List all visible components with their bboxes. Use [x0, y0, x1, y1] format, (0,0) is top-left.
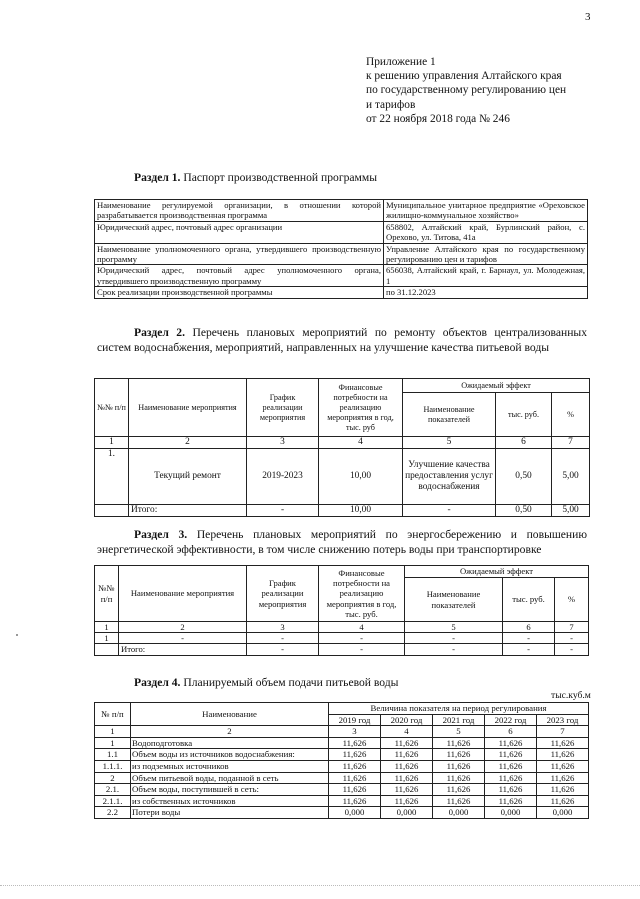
table-cell: Улучшение качества предоставления услуг водоснабжения [403, 449, 496, 505]
header-num: № п/п [95, 703, 131, 726]
column-number: 4 [381, 726, 433, 738]
header-percent: % [555, 578, 589, 622]
annex-header [366, 55, 566, 126]
table-cell: 0,000 [433, 807, 485, 819]
table-cell: 11,626 [381, 784, 433, 796]
column-number: 3 [247, 437, 319, 449]
table-cell: 0,000 [329, 807, 381, 819]
column-number: 1 [95, 726, 131, 738]
header-name: Наименование [131, 703, 329, 726]
header-indicator: Наименование показателей [403, 393, 496, 437]
table-cell: 11,626 [329, 760, 381, 772]
header-schedule: График реализации мероприятия [247, 566, 319, 622]
table-cell: 0,000 [537, 807, 589, 819]
total-cell: - [555, 644, 589, 655]
passport-label: Наименование уполномоченного органа, утвердившего производственную программу [95, 243, 384, 265]
passport-row [95, 243, 588, 265]
column-number: 5 [405, 622, 503, 633]
passport-row [95, 200, 588, 222]
table-cell: 11,626 [381, 737, 433, 749]
table-cell: 11,626 [485, 749, 537, 761]
column-number: 7 [537, 726, 589, 738]
table-cell: 11,626 [433, 784, 485, 796]
column-numbers-row [95, 622, 589, 633]
section2-title-first: Перечень плановых мероприятий по ремонту объектов централизованных [192, 326, 587, 339]
repair-measures-table [94, 378, 590, 517]
water-supply-table [94, 702, 589, 819]
column-number: 7 [552, 437, 590, 449]
table-row [95, 795, 589, 807]
section4-label: Раздел 4. [134, 676, 181, 689]
table-cell: 1 [95, 737, 131, 749]
table-cell: 2019-2023 [247, 449, 319, 505]
table-cell: 1.1.1. [95, 760, 131, 772]
annex-line: Приложение 1 [366, 56, 436, 68]
passport-value: 656038, Алтайский край, г. Барнаул, ул. Молодежная, 1 [384, 265, 588, 287]
total-cell: 5,00 [552, 505, 590, 517]
column-number: 4 [319, 437, 403, 449]
table-cell: Объем воды из источников водоснабжения: [131, 749, 329, 761]
table-row [95, 449, 590, 505]
header-thousand: тыс. руб. [503, 578, 555, 622]
page-number: 3 [585, 11, 591, 23]
total-cell [95, 644, 119, 655]
table-cell: 11,626 [381, 795, 433, 807]
passport-value: 658802, Алтайский край, Бурлинский район, с. Орехово, ул. Титова, 41а [384, 221, 588, 243]
table-cell: 11,626 [381, 760, 433, 772]
column-number: 1 [95, 622, 119, 633]
table-cell: 0,000 [381, 807, 433, 819]
table-cell: Текущий ремонт [129, 449, 247, 505]
year-header: 2020 год [381, 714, 433, 726]
table-cell: 2.2 [95, 807, 131, 819]
header-num: №№ п/п [95, 566, 119, 622]
table-cell: - [319, 633, 405, 644]
year-header: 2021 год [433, 714, 485, 726]
column-number: 2 [131, 726, 329, 738]
year-header: 2019 год [329, 714, 381, 726]
section2-title-rest: систем водоснабжения, мероприятий, направленных на улучшение качества питьевой воды [97, 341, 550, 354]
section2-heading [97, 325, 587, 355]
passport-row [95, 265, 588, 287]
header-percent: % [552, 393, 590, 437]
table-cell: 11,626 [537, 784, 589, 796]
header-indicator: Наименование показателей [405, 578, 503, 622]
table-cell: 10,00 [319, 449, 403, 505]
table-cell: 11,626 [381, 749, 433, 761]
column-number: 2 [119, 622, 247, 633]
total-row [95, 644, 589, 655]
table-cell: 11,626 [329, 772, 381, 784]
header-name: Наименование мероприятия [119, 566, 247, 622]
table-cell: 11,626 [329, 737, 381, 749]
table-cell: 1. [95, 449, 129, 505]
table-cell: Объем воды, поступившей в сеть: [131, 784, 329, 796]
column-number: 3 [329, 726, 381, 738]
table-cell: 1.1 [95, 749, 131, 761]
table-cell: 0,000 [485, 807, 537, 819]
header-name: Наименование мероприятия [129, 379, 247, 437]
section4-title: Планируемый объем подачи питьевой воды [183, 676, 399, 689]
table-row [95, 760, 589, 772]
column-number: 6 [496, 437, 552, 449]
table-cell: 11,626 [537, 795, 589, 807]
column-number: 5 [403, 437, 496, 449]
section3-title-rest: энергетической эффективности, в том числе снижению потерь воды при транспортировке [97, 543, 542, 556]
header-finance: Финансовые потребности на реализацию мероприятия в год, тыс. руб. [319, 566, 405, 622]
passport-row [95, 221, 588, 243]
year-header: 2022 год [485, 714, 537, 726]
passport-label: Юридический адрес, почтовый адрес организации [95, 221, 384, 243]
table-cell: из собственных источников [131, 795, 329, 807]
table-cell: 11,626 [537, 772, 589, 784]
section1-heading [134, 170, 377, 185]
column-number: 2 [129, 437, 247, 449]
total-cell: - [247, 505, 319, 517]
total-cell: Итого: [129, 505, 247, 517]
passport-label: Срок реализации производственной программы [95, 287, 384, 298]
section4-heading [134, 675, 398, 690]
passport-table [94, 199, 588, 299]
table-cell: 11,626 [433, 772, 485, 784]
column-number: 4 [319, 622, 405, 633]
section3-title-first: Перечень плановых мероприятий по энергосбережению и повышению [196, 528, 588, 541]
header-period: Величина показателя на период регулирования [329, 703, 589, 715]
table-row [95, 784, 589, 796]
total-cell: - [503, 644, 555, 655]
page-bottom-rule [0, 885, 640, 886]
total-cell: - [247, 644, 319, 655]
annex-line: по государственному регулированию цен [366, 84, 567, 97]
header-effect: Ожидаемый эффект [405, 566, 589, 578]
table-row [95, 772, 589, 784]
table-row [95, 633, 589, 644]
table-cell: - [503, 633, 555, 644]
column-numbers-row [95, 726, 589, 738]
header-finance: Финансовые потребности на реализацию мероприятия в год, тыс. руб [319, 379, 403, 437]
table-cell: 1 [95, 633, 119, 644]
scan-speck [16, 634, 18, 636]
column-number: 6 [485, 726, 537, 738]
table-row [95, 737, 589, 749]
table-row [95, 749, 589, 761]
passport-row [95, 287, 588, 298]
annex-line: к решению управления Алтайского края [366, 70, 562, 83]
total-cell: - [319, 644, 405, 655]
total-cell: - [405, 644, 503, 655]
table-cell: 11,626 [537, 760, 589, 772]
unit-label: тыс.куб.м [551, 690, 591, 701]
column-number: 3 [247, 622, 319, 633]
table-cell: 11,626 [433, 795, 485, 807]
table-cell: 11,626 [329, 784, 381, 796]
passport-label: Юридический адрес, почтовый адрес уполномоченного органа, утвердившего производственную программу [95, 265, 384, 287]
total-row [95, 505, 590, 517]
table-cell: 2.1. [95, 784, 131, 796]
total-cell: 10,00 [319, 505, 403, 517]
table-cell: 11,626 [381, 772, 433, 784]
passport-label: Наименование регулируемой организации, в отношении которой разрабатывается производственная программа [95, 200, 384, 222]
table-cell: 0,50 [496, 449, 552, 505]
table-cell: 11,626 [433, 760, 485, 772]
table-cell: 11,626 [329, 749, 381, 761]
header-thousand: тыс. руб. [496, 393, 552, 437]
table-cell: Потери воды [131, 807, 329, 819]
annex-line: от 22 ноября 2018 года № 246 [366, 112, 510, 125]
total-cell: Итого: [119, 644, 247, 655]
header-num: №№ п/п [95, 379, 129, 437]
table-cell: Водоподготовка [131, 737, 329, 749]
table-cell: 2.1.1. [95, 795, 131, 807]
table-cell: - [555, 633, 589, 644]
total-cell [95, 505, 129, 517]
header-effect: Ожидаемый эффект [403, 379, 590, 393]
total-cell: - [403, 505, 496, 517]
table-cell: 11,626 [485, 784, 537, 796]
header-schedule: График реализации мероприятия [247, 379, 319, 437]
table-cell: 2 [95, 772, 131, 784]
table-cell: Объем питьевой воды, поданной в сеть [131, 772, 329, 784]
table-cell: из подземных источников [131, 760, 329, 772]
table-cell: 11,626 [485, 760, 537, 772]
section1-label: Раздел 1. [134, 171, 181, 184]
table-row [95, 807, 589, 819]
table-cell: 11,626 [537, 737, 589, 749]
table-cell: 11,626 [485, 772, 537, 784]
table-cell: 11,626 [485, 737, 537, 749]
passport-value: по 31.12.2023 [384, 287, 588, 298]
passport-value: Муниципальное унитарное предприятие «Ореховское жилищно-коммунальное хозяйство» [384, 200, 588, 222]
table-cell: - [119, 633, 247, 644]
year-header: 2023 год [537, 714, 589, 726]
column-number: 7 [555, 622, 589, 633]
section3-label: Раздел 3. [134, 528, 188, 541]
table-cell: 5,00 [552, 449, 590, 505]
table-cell: - [247, 633, 319, 644]
table-cell: 11,626 [485, 795, 537, 807]
table-cell: 11,626 [537, 749, 589, 761]
column-number: 1 [95, 437, 129, 449]
table-cell: 11,626 [433, 737, 485, 749]
total-cell: 0,50 [496, 505, 552, 517]
passport-value: Управление Алтайского края по государственному регулированию цен и тарифов [384, 243, 588, 265]
table-cell: 11,626 [329, 795, 381, 807]
column-number: 5 [433, 726, 485, 738]
table-cell: - [405, 633, 503, 644]
section2-label: Раздел 2. [134, 326, 186, 339]
section3-heading [97, 527, 587, 557]
column-numbers-row [95, 437, 590, 449]
column-number: 6 [503, 622, 555, 633]
energy-measures-table [94, 565, 589, 656]
annex-line: и тарифов [366, 98, 416, 111]
table-cell: 11,626 [433, 749, 485, 761]
section1-title: Паспорт производственной программы [183, 171, 377, 184]
